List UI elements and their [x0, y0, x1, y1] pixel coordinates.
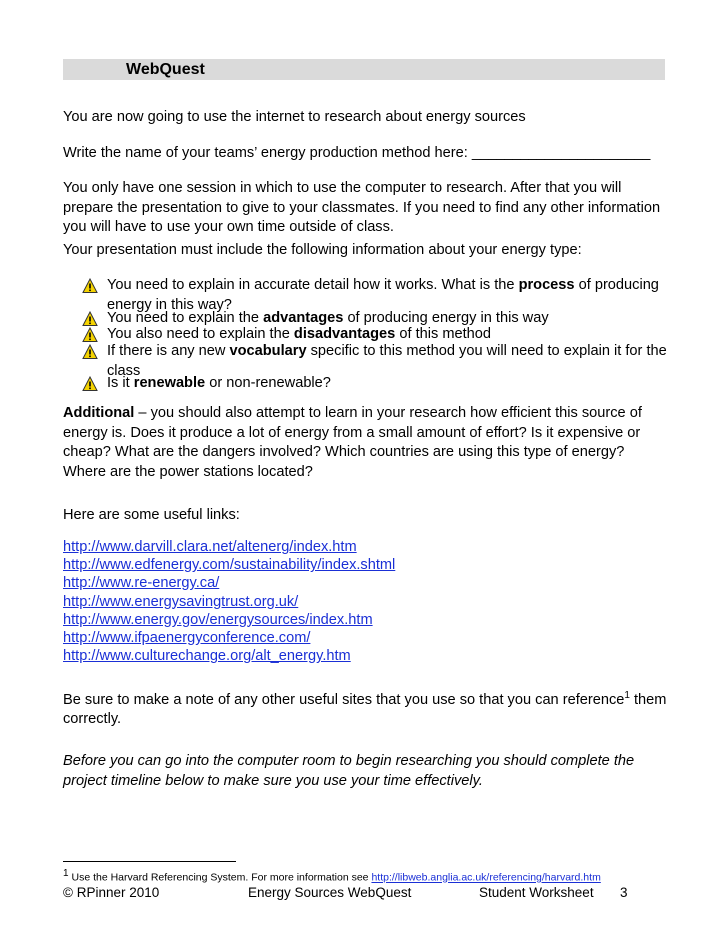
team-line-text: Write the name of your teams’ energy production method here:	[63, 145, 472, 161]
footer-doc-type: Student Worksheet	[479, 885, 594, 900]
useful-link[interactable]: http://www.re-energy.ca/	[63, 575, 220, 592]
intro-text: You are now going to use the internet to research about energy sources	[63, 109, 526, 125]
bullet-text: You need to explain the	[107, 310, 264, 326]
bullet-text: You also need to explain the	[107, 326, 294, 342]
reference-note-end: them correctly.	[63, 691, 667, 728]
additional-label: Additional	[63, 405, 135, 421]
reference-note-text: Be sure to make a note of any other useful sites that you use so that you can reference	[63, 691, 625, 708]
bullet-keyword: process	[518, 277, 575, 293]
bullet-keyword: disadvantages	[293, 326, 396, 342]
bullet-keyword: advantages	[263, 310, 344, 326]
warning-triangle-icon	[82, 327, 98, 343]
bullet-text-end: of producing energy in this way?	[107, 277, 659, 313]
team-name-blank[interactable]: ______________________	[471, 145, 651, 161]
footer-doc-title: Energy Sources WebQuest	[248, 885, 412, 900]
additional-text: – you should also attempt to learn in your research how efficient this source of energy is. Does it produce a lot of energy from a small amount of effort? Is it expensive or cheap? What are the dangers involved? Which countries are using this type of energy? Where are the power stations located?	[63, 405, 642, 480]
bullet-text: Is it	[107, 375, 134, 391]
bullet-text-end: specific to this method you will need to explain it for the class	[107, 343, 667, 379]
bullet-text-end: of this method	[395, 326, 492, 342]
useful-link[interactable]: http://www.ifpaenergyconference.com/	[63, 630, 311, 646]
bullet-keyword: vocabulary	[229, 343, 307, 359]
footnote-link[interactable]: http://libweb.anglia.ac.uk/referencing/harvard.htm	[371, 871, 601, 884]
footnote-marker: 1	[624, 690, 630, 701]
page-title: WebQuest	[126, 61, 205, 78]
additional-paragraph	[63, 404, 668, 482]
team-line	[63, 144, 650, 163]
bullet-text-end: of producing energy in this way	[343, 310, 549, 326]
useful-link[interactable]: http://www.energysavingtrust.org.uk/	[63, 593, 299, 610]
bullet-text: If there is any new	[107, 343, 230, 359]
closing-paragraph: Before you can go into the computer room to begin researching you should complete the project timeline below to make sure you use your time effectively.	[63, 753, 635, 789]
reference-note	[63, 686, 668, 730]
presentation-intro: Your presentation must include the following information about your energy type:	[63, 242, 582, 258]
footer-copyright: © RPinner 2010	[63, 885, 160, 900]
footer-page-number: 3	[620, 885, 628, 900]
warning-triangle-icon	[82, 278, 98, 294]
useful-link[interactable]: http://www.energy.gov/energysources/index.htm	[63, 611, 373, 628]
useful-link[interactable]: http://www.edfenergy.com/sustainability/index.shtml	[63, 557, 396, 574]
useful-link[interactable]: http://www.darvill.clara.net/altenerg/index.htm	[63, 539, 357, 555]
bullet-item	[107, 374, 667, 394]
warning-triangle-icon	[82, 344, 98, 360]
bullet-text: You need to explain in accurate detail how it works. What is the	[107, 277, 519, 293]
warning-triangle-icon	[82, 376, 98, 392]
warning-triangle-icon	[82, 311, 98, 327]
footnote-text: Use the Harvard Referencing System. For more information see	[68, 871, 372, 884]
useful-link[interactable]: http://www.culturechange.org/alt_energy.htm	[63, 648, 351, 665]
session-paragraph: You only have one session in which to use the computer to research. After that you will prepare the presentation to give to your classmates. If you need to find any other information you will have to use your own time outside of class.	[63, 180, 661, 235]
footnote	[63, 868, 601, 884]
bullet-keyword: renewable	[133, 375, 206, 391]
footnote-divider	[63, 861, 236, 862]
footnote-number: 1	[63, 868, 69, 879]
links-intro: Here are some useful links:	[63, 507, 240, 523]
bullet-text-end: or non-renewable?	[205, 375, 331, 391]
